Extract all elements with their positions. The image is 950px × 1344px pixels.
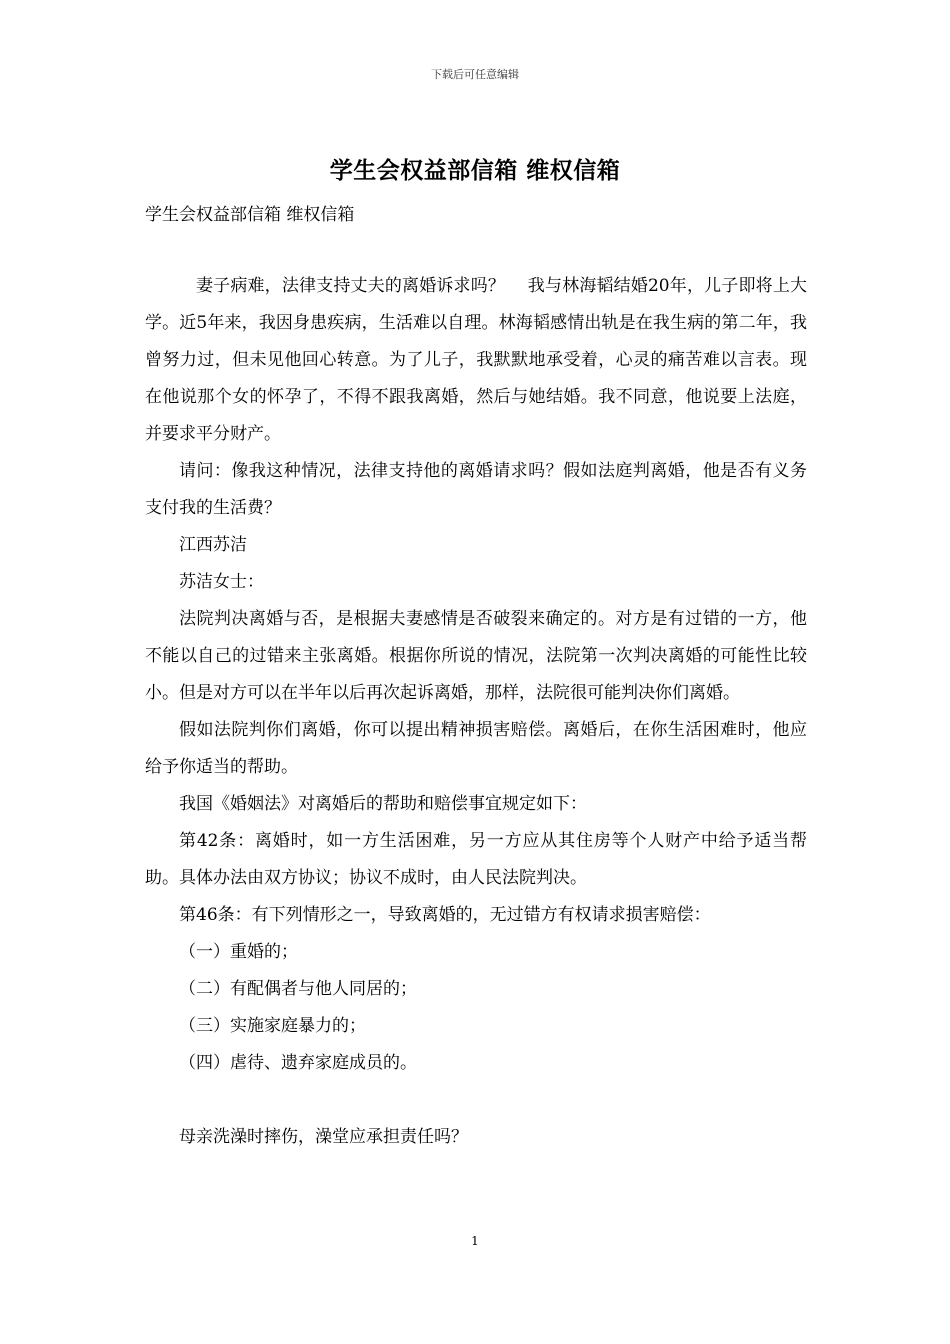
page-header-note: 下载后可任意编辑 <box>431 68 519 81</box>
paragraph-answer-1: 法院判决离婚与否，是根据夫妻感情是否破裂来确定的。对方是有过错的一方，他不能以自己的过错来主张离婚。根据你所说的情况，法院第一次判决离婚的可能性比较小。但是对方可以在半年以后再次起诉离婚，那样，法院很可能判决你们离婚。 <box>145 609 807 703</box>
document-title: 学生会权益部信箱 维权信箱 <box>329 157 621 184</box>
list-item: （二）有配偶者与他人同居的； <box>179 979 417 999</box>
paragraph-salutation: 苏洁女士： <box>179 572 264 592</box>
document-body <box>145 268 807 1156</box>
document-subtitle: 学生会权益部信箱 维权信箱 <box>145 205 355 225</box>
paragraph-article-46: 第46条：有下列情形之一，导致离婚的，无过错方有权请求损害赔偿： <box>179 905 711 925</box>
paragraph-request: 请问：像我这种情况，法律支持他的离婚请求吗？假如法庭判离婚，他是否有义务支付我的生活费？ <box>145 461 807 518</box>
paragraph-law-intro: 我国《婚姻法》对离婚后的帮助和赔偿事宜规定如下： <box>179 794 587 814</box>
list-item: （一）重婚的； <box>179 942 298 962</box>
paragraph-signature: 江西苏洁 <box>179 535 247 555</box>
paragraph-answer-2: 假如法院判你们离婚，你可以提出精神损害赔偿。离婚后，在你生活困难时，他应给予你适当的帮助。 <box>145 720 807 777</box>
paragraph-article-42: 第42条：离婚时，如一方生活困难，另一方应从其住房等个人财产中给予适当帮助。具体办法由双方协议；协议不成时，由人民法院判决。 <box>145 831 807 888</box>
page-number: 1 <box>471 1234 479 1248</box>
paragraph-next-question: 母亲洗澡时摔伤，澡堂应承担责任吗？ <box>179 1127 468 1147</box>
list-item: （三）实施家庭暴力的； <box>179 1016 366 1036</box>
list-item: （四）虐待、遗弃家庭成员的。 <box>179 1053 417 1073</box>
paragraph-question: 妻子病难，法律支持丈夫的离婚诉求吗？ 我与林海韬结婚20年，儿子即将上大学。近5年来，我因身患疾病，生活难以自理。林海韬感情出轨是在我生病的第二年，我曾努力过，但未见他回心转意。为了儿子，我默默地承受着，心灵的痛苦难以言表。现在他说那个女的怀孕了，不得不跟我离婚，然后与她结婚。我不同意，他说要上法庭，并要求平分财产。 <box>145 276 807 444</box>
